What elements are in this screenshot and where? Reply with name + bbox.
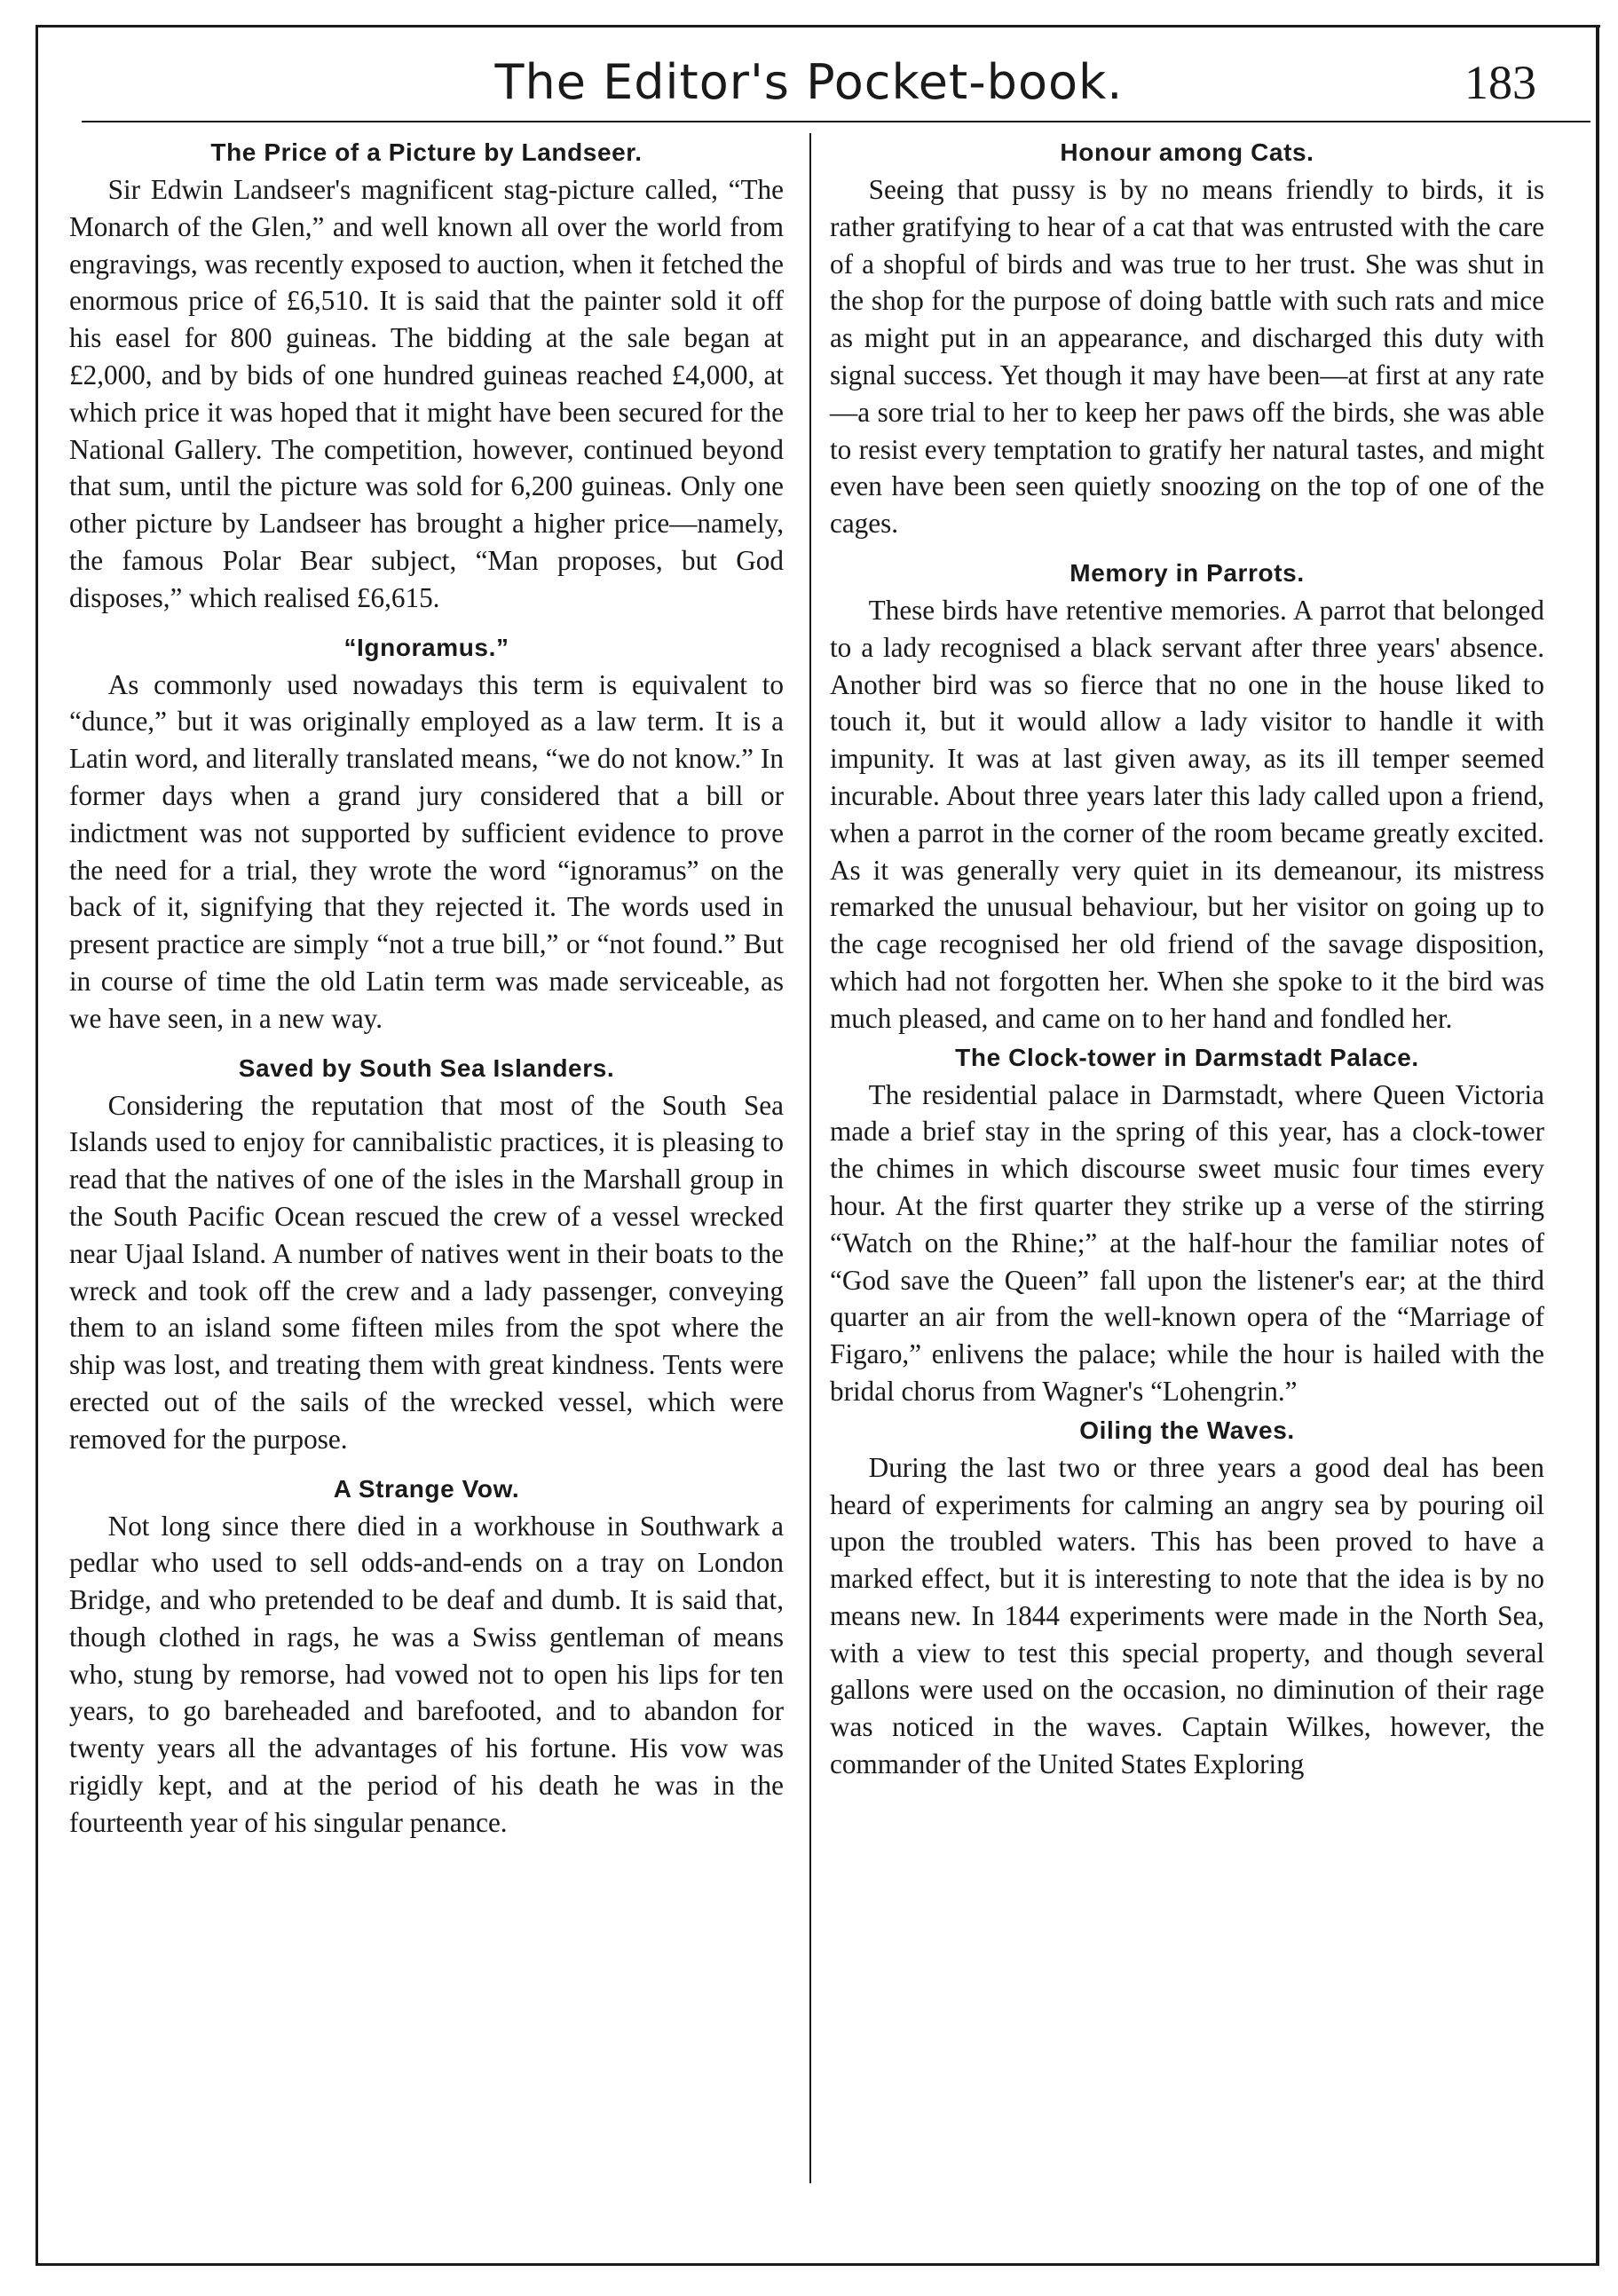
left-column [69,138,784,1842]
article-body: Considering the reputation that most of the South Sea Islands used to enjoy for cannibalistic practices, it is pleasing to read that the natives of one of the isles in the Marshall group in the South Pacific Ocean rescued the crew of a vessel wrecked near Ujaal Island. A number of natives went in their boats to the wreck and took off the crew and a lady passenger, conveying them to an island some fifteen miles from the spot where the ship was lost, and treating them with great kindness. Tents were erected out of the sails of the wrecked vessel, which were removed for the purpose. [69,1089,784,1455]
page-border-top [36,25,1600,28]
article-clock-tower-darmstadt [830,1043,1544,1410]
article-oiling-the-waves [830,1416,1544,1783]
article-body: The residential palace in Darmstadt, where Queen Victoria made a brief stay in the spring of this year, has a clock-tower the chimes in which discourse sweet music four times every hour. At the first quarter they strike up a verse of the stirring “Watch on the Rhine;” at the half-hour the familiar notes of “God save the Queen” fall upon the listener's ear; at the third quarter an air from the well-known opera of the “Marriage of Figaro,” enlivens the palace; while the hour is hailed with the bridal chorus from Wagner's “Lohengrin.” [830,1078,1544,1407]
header-rule [82,121,1590,122]
page-border-left [36,25,38,2266]
article-strange-vow [69,1474,784,1842]
page-number: 183 [1464,56,1536,109]
article-title: “Ignoramus.” [343,633,509,661]
column-divider [809,133,811,2183]
page-border-right [1596,25,1599,2266]
article-south-sea-islanders [69,1053,784,1458]
article-memory-in-parrots [830,558,1544,1038]
article-title: The Price of a Picture by Landseer. [210,138,643,166]
running-title: The Editor's Pocket-book. [494,54,1124,110]
article-body: During the last two or three years a good deal has been heard of experiments for calming an angry sea by pouring oil upon the troubled waters. This has been proved to have a marked effect, but it is interesting to note that the idea is by no means new. In 1844 experiments were made in the North Sea, with a view to test this special property, and though several gallons were used on the occasion, no diminution of their rage was noticed in the waves. Captain Wilkes, however, the commander of the United States Exploring [830,1451,1544,1780]
article-body: Sir Edwin Landseer's magnificent stag-picture called, “The Monarch of the Glen,” and well known all over the world from engravings, was recently exposed to auction, when it fetched the enormous price of £6,510. It is said that the painter sold it off his easel for 800 guineas. The bidding at the sale began at £2,000, and by bids of one hundred guineas reached £4,000, at which price it was hoped that it might have been secured for the National Gallery. The competition, however, continued beyond that sum, until the picture was sold for 6,200 guineas. Only one other picture by Landseer has brought a higher price—namely, the famous Polar Bear subject, “Man proposes, but God disposes,” which realised £6,615. [69,174,784,613]
article-body: Seeing that pussy is by no means friendly to birds, it is rather gratifying to hear of a cat that was entrusted with the care of a shopful of birds and was true to her trust. She was shut in the shop for the purpose of doing battle with such rats and mice as might put in an appearance, and discharged this duty with signal success. Yet though it may have been—at first at any rate—a sore trial to her to keep her paws off the birds, she was able to resist every temptation to gratify her natural tastes, and might even have been seen quietly snoozing on the top of one of the cages. [830,174,1544,540]
right-column [830,138,1544,1783]
article-title: The Clock-tower in Darmstadt Palace. [955,1043,1419,1071]
article-title: A Strange Vow. [333,1474,520,1503]
article-honour-among-cats [830,138,1544,542]
article-title: Honour among Cats. [1060,138,1314,166]
article-title: Saved by South Sea Islanders. [238,1053,615,1082]
article-title: Oiling the Waves. [1079,1416,1295,1444]
article-body: These birds have retentive memories. A parrot that belonged to a lady recognised a black servant after three years' absence. Another bird was so fierce that no one in the house liked to touch it, but it would allow a lady visitor to handle it with impunity. It was at last given away, as its ill temper seemed incurable. About three years later this lady called upon a friend, when a parrot in the corner of the room became greatly excited. As it was generally very quiet in its demeanour, its mistress remarked the unusual behaviour, but her visitor on going up to the cage recognised her old friend of the savage disposition, which had not forgotten her. When she spoke to it the bird was much pleased, and came on to her hand and fondled her. [830,594,1544,1034]
article-body: As commonly used nowadays this term is equivalent to “dunce,” but it was originally employed as a law term. It is a Latin word, and literally translated means, “we do not know.” In former days when a grand jury considered that a bill or indictment was not supported by sufficient evidence to prove the need for a trial, they wrote the word “ignoramus” on the back of it, signifying that they rejected it. The words used in present practice are simply “not a true bill,” or “not found.” But in course of time the old Latin term was made serviceable, as we have seen, in a new way. [69,668,784,1034]
page-border-bottom [36,2263,1599,2266]
article-title: Memory in Parrots. [1069,558,1305,587]
article-ignoramus [69,633,784,1038]
article-body: Not long since there died in a workhouse in Southwark a pedlar who used to sell odds-and-ends on a tray on London Bridge, and who pretended to be deaf and dumb. It is said that, though clothed in rags, he was a Swiss gentleman of means who, stung by remorse, had vowed not to open his lips for ten years, to go bareheaded and barefooted, and to abandon for twenty years all the advantages of his fortune. His vow was rigidly kept, and at the period of his death he was in the fourteenth year of his singular penance. [69,1510,784,1838]
article-landseer-price [69,138,784,617]
